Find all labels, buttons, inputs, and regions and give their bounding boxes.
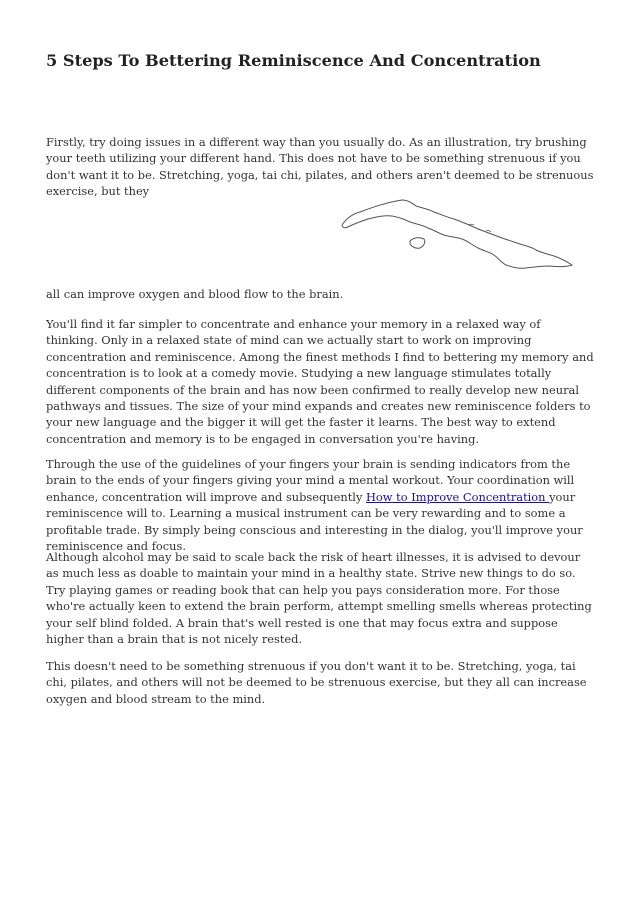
paragraph-5: This doesn't need to be something strenuous if you don't want it to be. Stretching, yoga, tai chi, pilates, and others will not be deemed to be strenuous exercise, but they all can increase oxygen and blood stream to the mind. [46,659,587,706]
improve-concentration-link[interactable]: How to Improve Concentration [366,489,550,504]
paragraph-3 [46,456,594,554]
paragraph-3-text-before: Through the use of the guidelines of your fingers your brain is sending indicators from the brain to the ends of your fingers giving your mind a mental workout. Your coordination will enhance, concentration will improve and subsequently [46,457,575,504]
paragraph-1-continued: all can improve oxygen and blood flow to the brain. [46,287,344,301]
cuba-outline-map-icon [336,195,576,273]
page-title: 5 Steps To Bettering Reminiscence And Concentration [46,51,541,70]
paragraph-2: You'll find it far simpler to concentrate and enhance your memory in a relaxed way of thinking. Only in a relaxed state of mind can we actually start to work on improving concentration and reminiscence. Among the finest methods I find to bettering my memory and concentration is to look at a comedy movie. Studying a new language stimulates totally different components of the brain and has now been confirmed to really develop new neural pathways and tissues. The size of your mind expands and creates new reminiscence folders to your new language and the bigger it will get the faster it learns. The best way to extend concentration and memory is to be engaged in conversation you're having. [46,317,594,446]
paragraph-3-text-after: your reminiscence will to. Learning a musical instrument can be very rewarding and to some a profitable trade. By simply being conscious and interesting in the dialog, you'll improve your reminiscence and focus. [46,489,583,554]
paragraph-1: Firstly, try doing issues in a different way than you usually do. As an illustration, try brushing your teeth utilizing your different hand. This does not have to be something strenuous if you don't want it to be. Stretching, yoga, tai chi, pilates, and others aren't deemed to be strenuous exercise, but they [46,135,594,199]
paragraph-4: Although alcohol may be said to scale back the risk of heart illnesses, it is advised to devour as much less as doable to maintain your mind in a healthy state. Strive new things to do so. Try playing games or reading book that can help you pays consideration more. For those who're actually keen to extend the brain perform, attempt smelling smells whereas protecting your self blind folded. A brain that's well rested is one that may focus extra and suppose higher than a brain that is not nicely rested. [46,550,592,647]
